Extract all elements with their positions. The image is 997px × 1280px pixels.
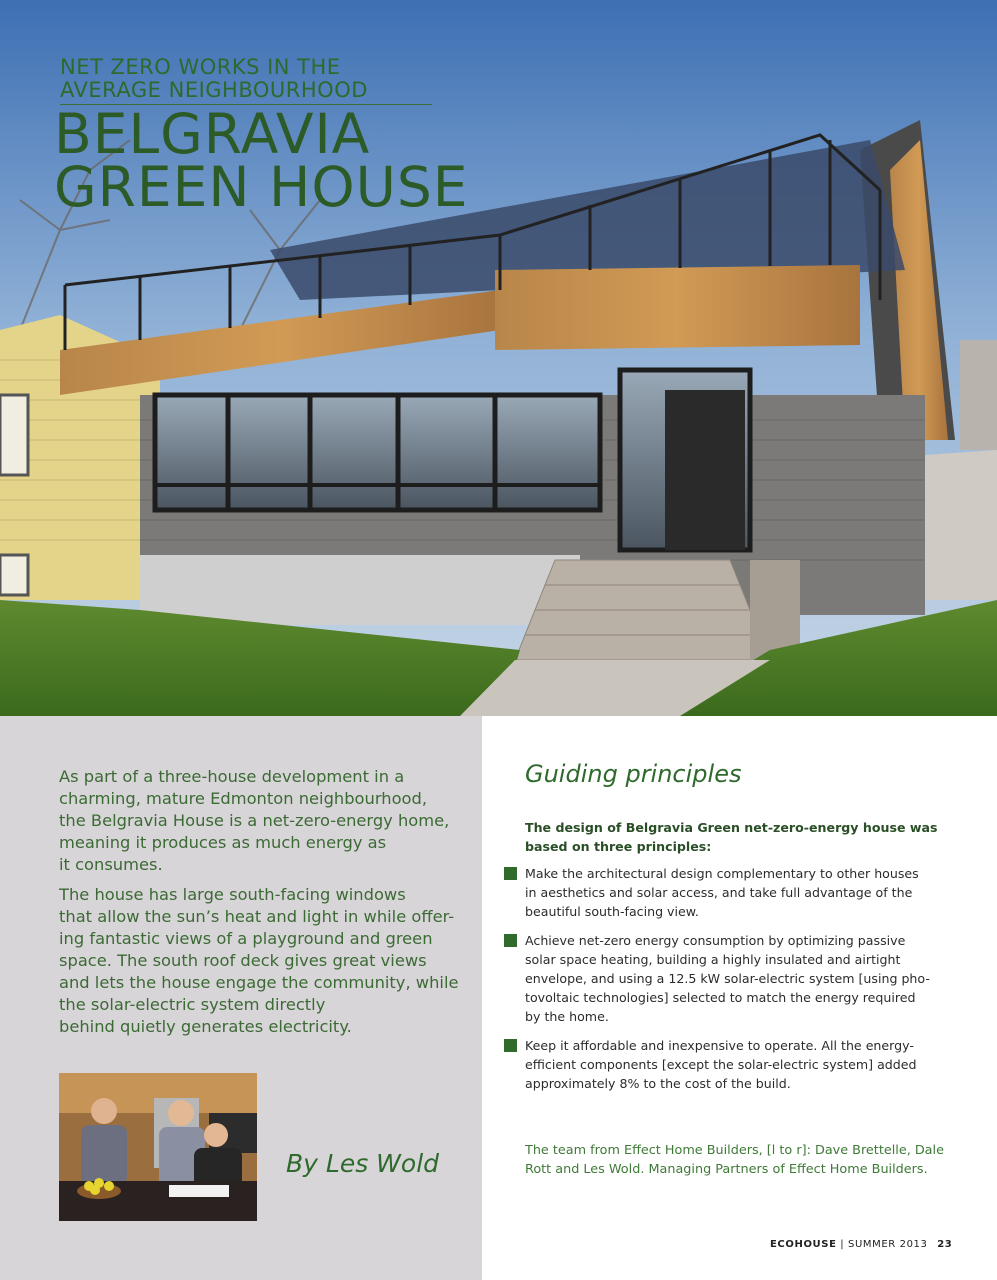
principle-line: Keep it affordable and inexpensive to operate. All the energy- — [525, 1037, 914, 1053]
intro-p1-line: the Belgravia House is a net-zero-energy home, — [59, 811, 450, 830]
footer-separator: | — [840, 1239, 845, 1250]
issue-date: SUMMER 2013 — [848, 1239, 928, 1250]
intro-p2-line: The house has large south-facing windows — [59, 885, 406, 904]
intro-p2-line: behind quietly generates electricity. — [59, 1017, 352, 1036]
team-photo — [59, 1073, 257, 1221]
principle-line: beautiful south-facing view. — [525, 904, 699, 920]
principle-item — [504, 1036, 974, 1094]
photo-caption — [525, 1141, 965, 1179]
principle-item — [504, 864, 974, 922]
principle-line: solar space heating, building a highly insulated and airtight — [525, 951, 901, 967]
page-footer — [770, 1239, 952, 1250]
intro-p2-line: that allow the sun’s heat and light in while offer- — [59, 907, 455, 926]
intro-p1-line: charming, mature Edmonton neighbourhood, — [59, 789, 427, 808]
principle-item — [504, 931, 974, 1027]
principles-list — [504, 864, 974, 1102]
intro-paragraph-2 — [59, 884, 469, 1038]
principles-lead — [525, 818, 945, 856]
intro-p2-line: ing fantastic views of a playground and green — [59, 929, 433, 948]
kicker-line-1: NET ZERO WORKS IN THE — [60, 55, 341, 79]
title-line-1: BELGRAVIA — [54, 102, 371, 166]
kicker-line-2: AVERAGE NEIGHBOURHOOD — [60, 78, 368, 102]
author-byline: By Les Wold — [286, 1149, 440, 1178]
article-title — [54, 102, 469, 219]
square-bullet-icon — [504, 934, 517, 947]
intro-panel — [0, 716, 482, 1280]
article-kicker — [60, 56, 432, 105]
principle-line: envelope, and using a 12.5 kW solar-electric system [using pho- — [525, 971, 930, 987]
lead-line: based on three principles: — [525, 839, 712, 854]
principle-line: tovoltaic technologies] selected to match the energy required — [525, 990, 916, 1006]
intro-p2-line: space. The south roof deck gives great views — [59, 951, 427, 970]
principle-line: in aesthetics and solar access, and take full advantage of the — [525, 885, 913, 901]
caption-line: The team from Effect Home Builders, [l to r]: Dave Brettelle, Dale — [525, 1143, 944, 1158]
principles-panel — [482, 716, 997, 1280]
caption-line: Rott and Les Wold. Managing Partners of Effect Home Builders. — [525, 1162, 928, 1177]
square-bullet-icon — [504, 867, 517, 880]
principle-line: approximately 8% to the cost of the build. — [525, 1076, 791, 1092]
intro-p1-line: it consumes. — [59, 855, 163, 874]
intro-p1-line: As part of a three-house development in a — [59, 767, 405, 786]
principle-line: Achieve net-zero energy consumption by optimizing passive — [525, 932, 906, 948]
intro-p2-line: the solar-electric system directly — [59, 995, 326, 1014]
intro-p2-line: and lets the house engage the community, while — [59, 973, 459, 992]
team-photo-illustration — [59, 1073, 257, 1221]
magazine-name: ECOHOUSE — [770, 1239, 837, 1250]
principle-line: Make the architectural design complementary to other houses — [525, 866, 919, 881]
principle-line: efficient components [except the solar-electric system] added — [525, 1056, 917, 1072]
intro-p1-line: meaning it produces as much energy as — [59, 833, 387, 852]
lead-line: The design of Belgravia Green net-zero-energy house was — [525, 820, 938, 835]
square-bullet-icon — [504, 1039, 517, 1052]
principle-line: by the home. — [525, 1009, 609, 1025]
intro-paragraph-1 — [59, 766, 469, 876]
section-heading: Guiding principles — [525, 760, 742, 788]
page-number: 23 — [937, 1239, 953, 1250]
title-line-2: GREEN HOUSE — [54, 155, 469, 219]
